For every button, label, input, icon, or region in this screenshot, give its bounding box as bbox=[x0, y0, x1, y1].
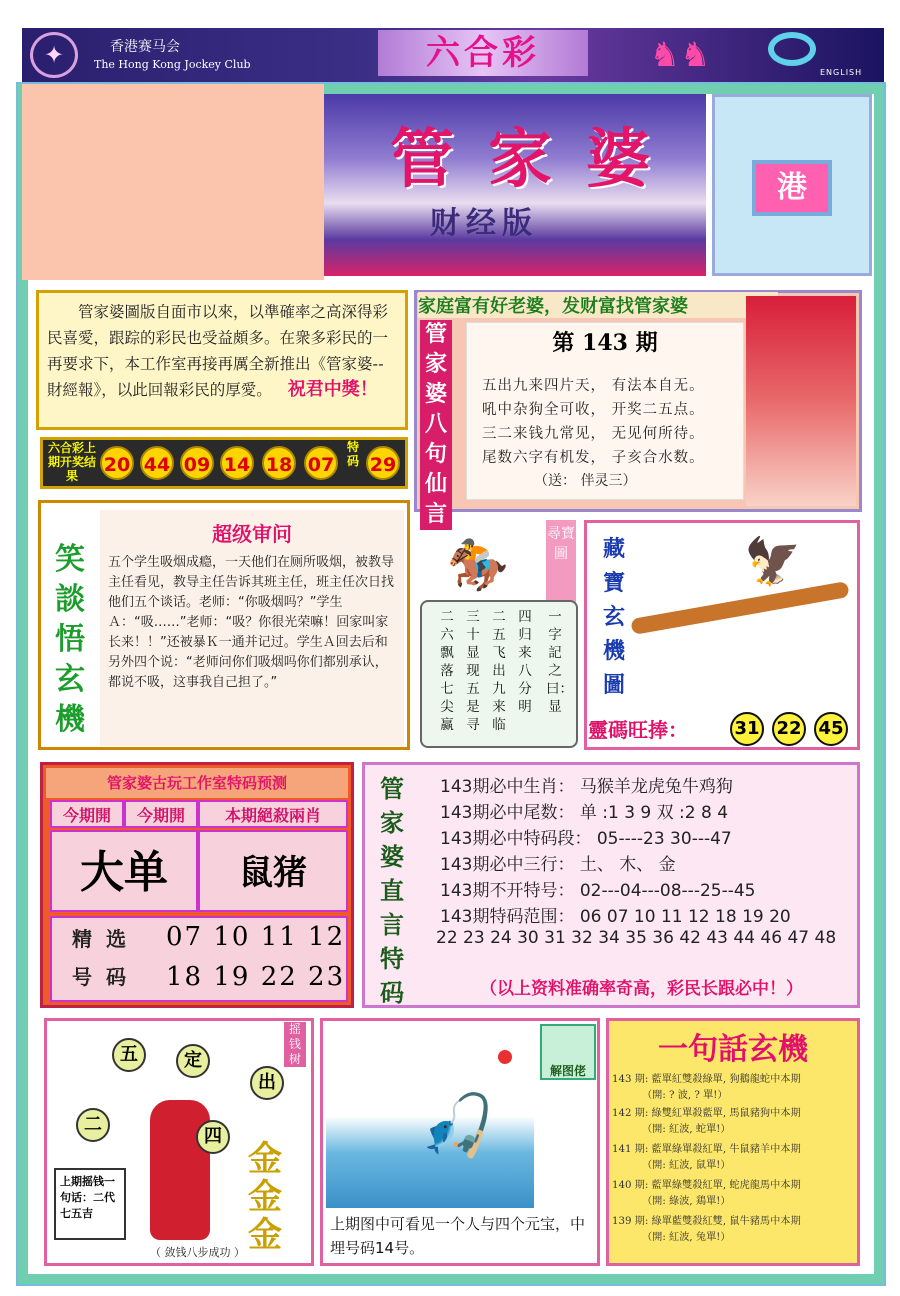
tree-ball: 二 bbox=[76, 1108, 110, 1142]
jockey-club-logo-icon[interactable]: ✦ bbox=[30, 32, 78, 78]
pred-big-single bbox=[50, 830, 198, 912]
gold-ingot-icon: 金金金 bbox=[248, 1139, 282, 1255]
pick-numbers-row: 18 19 22 23 bbox=[166, 962, 346, 992]
pick-numbers-row: 07 10 11 12 bbox=[166, 922, 346, 952]
intro-panel bbox=[36, 290, 408, 430]
poem-issue: 第 143 期 bbox=[552, 330, 658, 356]
joke-text: 五个学生吸烟成瘾，一天他们在厕所吸烟，被教导主任看见，教导主任告诉其班主任，班主任次日找他们五个谈话。老师：“你吸烟吗？”学生Ａ：“吸……”老师：“吸？你很光荣嘛！回家叫家长来！！”还被暴Ｋ一通并记过。学生Ａ回去后和另外四个说：“老师问你们吸烟吗你们都别承认，都说不吸，这事我自己担了。” bbox=[108, 555, 395, 690]
direct-line: 143期必中尾数： 单 :1 3 9 双 :2 8 4 bbox=[440, 803, 729, 823]
pick-numbers-label: 精选号码 bbox=[72, 927, 140, 989]
lucky-numbers-label: 靈碼旺捧： bbox=[588, 718, 688, 742]
last-result-label: 六合彩上期开奖结果 bbox=[47, 441, 96, 483]
lucky-ball: 22 bbox=[772, 712, 806, 746]
result-ball: 20 bbox=[100, 446, 134, 480]
horse-rider-icon: 🏇 bbox=[446, 536, 510, 594]
direct-line: 143期不开特号： 02---04---08---25--45 bbox=[440, 881, 756, 901]
phrase-line: 139 期: 綠單藍雙殺紅雙, 鼠牛豬馬中本期 bbox=[612, 1216, 801, 1227]
banner-blank-area bbox=[22, 84, 324, 280]
tree-ball: 出 bbox=[250, 1066, 284, 1100]
scroll-column: 三十显现五是寻 bbox=[466, 609, 480, 733]
phrase-line: （開: 紅波, 鼠單!） bbox=[642, 1160, 731, 1171]
intro-text bbox=[47, 299, 397, 403]
sun-icon bbox=[498, 1050, 512, 1064]
pred-kill-zodiac: 鼠猪 bbox=[198, 830, 348, 912]
pred-big: 大 bbox=[80, 847, 124, 898]
phrase-line: （開: 綠波, 鶏單!） bbox=[642, 1196, 731, 1207]
bride-image bbox=[746, 296, 856, 506]
direct-line: 22 23 24 30 31 32 34 35 36 42 43 44 46 47 48 bbox=[436, 928, 837, 948]
direct-side-label: 管家婆直言特码 bbox=[380, 775, 404, 1007]
treasure-hunt-tag: 尋寶圖 bbox=[546, 520, 576, 610]
lucky-ball: 45 bbox=[814, 712, 848, 746]
direct-line: 143期特码范围： 06 07 10 11 12 18 19 20 bbox=[440, 907, 791, 927]
money-tree-note: 上期摇钱一句话：二代七五吉 bbox=[54, 1168, 126, 1240]
result-ball: 07 bbox=[304, 446, 338, 480]
banner-subtitle: 财经版 bbox=[430, 206, 538, 241]
result-ball: 44 bbox=[140, 446, 174, 480]
special-ball: 29 bbox=[366, 446, 400, 480]
scroll-column: 二五飞出九来临 bbox=[492, 609, 506, 733]
poem-line: 五出九来四片天， 有法本自无。 bbox=[482, 378, 705, 394]
result-ball: 14 bbox=[220, 446, 254, 480]
poem-author: （送： 伴灵三） bbox=[534, 473, 637, 489]
direct-footer: （以上资料准确率奇高，彩民长跟必中！） bbox=[480, 979, 803, 999]
poem-side-label: 管家婆八句仙言 bbox=[420, 320, 452, 530]
mark-six-title[interactable]: 六合彩 bbox=[378, 30, 588, 76]
tree-ball: 定 bbox=[176, 1044, 210, 1078]
phrase-line: 142 期: 綠雙紅單殺藍單, 馬鼠豬狗中本期 bbox=[612, 1108, 801, 1119]
result-ball: 18 bbox=[262, 446, 296, 480]
fisherman-icon: 🎣 bbox=[420, 1091, 495, 1161]
poem-line: 尾数六字有机发， 子亥合水数。 bbox=[482, 450, 705, 466]
pred-header-1: 今期開 bbox=[50, 800, 124, 828]
direct-line: 143期必中特码段： 05----23 30---47 bbox=[440, 829, 732, 849]
poem-slogan: 家庭富有好老婆，发财富找管家婆 bbox=[418, 292, 778, 318]
tree-ball: 四 bbox=[196, 1120, 230, 1154]
hk-badge: 港 bbox=[752, 160, 832, 216]
result-ball: 09 bbox=[180, 446, 214, 480]
money-tree-caption: （ 敛钱八步成功 ） bbox=[150, 1246, 245, 1259]
direct-line: 143期必中生肖： 马猴羊龙虎兔牛鸡狗 bbox=[440, 777, 733, 797]
lucky-ball: 31 bbox=[730, 712, 764, 746]
treasure-title: 藏寶玄機圖 bbox=[602, 536, 625, 698]
english-link[interactable]: ENGLISH bbox=[820, 68, 863, 77]
phrase-line: 141 期: 藍單綠單殺紅單, 牛鼠豬羊中本期 bbox=[612, 1144, 801, 1155]
intro-body: 管家婆圖版自面市以來，以準確率之高深得彩民喜愛，跟踪的彩民也受益頗多。在衆多彩民的一再要求下，本工作室再接再厲全新推出《管家婆--財經報》，以此回報彩民的厚愛。 bbox=[47, 303, 389, 399]
pred-header-2: 今期開 bbox=[124, 800, 198, 828]
scroll-column: 四归来八分明 bbox=[518, 609, 532, 715]
phrase-line: 140 期: 藍單綠雙殺紅單, 蛇虎龍馬中本期 bbox=[612, 1180, 801, 1191]
horses-icon: ♞♞ bbox=[649, 35, 711, 75]
money-tree-tag: 摇钱树 bbox=[284, 1022, 306, 1067]
prediction-title: 管家婆古玩工作室特码预测 bbox=[46, 768, 348, 798]
puzzle-solver-tag: 解图佬 bbox=[540, 1024, 596, 1080]
poem-line: 吼中杂狗全可收， 开奖二五点。 bbox=[482, 402, 705, 418]
joke-side-label: 笑談悟玄機 bbox=[55, 542, 85, 737]
special-tag: 特码 bbox=[346, 440, 359, 468]
club-name-en: The Hong Kong Jockey Club bbox=[94, 58, 251, 71]
intro-wish: 祝君中獎！ bbox=[287, 379, 378, 400]
club-name-cn: 香港赛马会 bbox=[110, 39, 180, 55]
pred-single: 单 bbox=[124, 847, 168, 898]
puzzle-caption: 上期图中可看见一个人与四个元宝，中埋号码14号。 bbox=[330, 1215, 586, 1257]
english-logo-icon[interactable] bbox=[768, 32, 816, 66]
pred-header-3: 本期絕殺兩肖 bbox=[198, 800, 348, 828]
scroll-column: 一字記之曰：显 bbox=[546, 609, 573, 715]
direct-line: 143期必中三行： 土、 木、 金 bbox=[440, 855, 676, 875]
phrase-line: （開: 紅波, 蛇單!） bbox=[642, 1124, 731, 1135]
money-tree-icon bbox=[150, 1100, 210, 1240]
phrase-line: （開: ? 波, ? 單!） bbox=[642, 1090, 728, 1101]
phrase-line: 143 期: 藍單紅雙殺綠單, 狗鵝龍蛇中本期 bbox=[612, 1074, 801, 1085]
poem-line: 三二来钱九常见， 无见何所待。 bbox=[482, 426, 705, 442]
phrase-line: （開: 紅波, 兔單!） bbox=[642, 1232, 731, 1243]
eagle-icon: 🦅 bbox=[744, 534, 802, 588]
scroll-column: 二六飘落七尖赢 bbox=[440, 609, 454, 733]
joke-title: 超级审问 bbox=[212, 522, 292, 546]
one-phrase-title: 一句話玄機 bbox=[658, 1032, 808, 1067]
tree-ball: 五 bbox=[112, 1038, 146, 1072]
banner-title: 管家婆 bbox=[390, 122, 684, 197]
